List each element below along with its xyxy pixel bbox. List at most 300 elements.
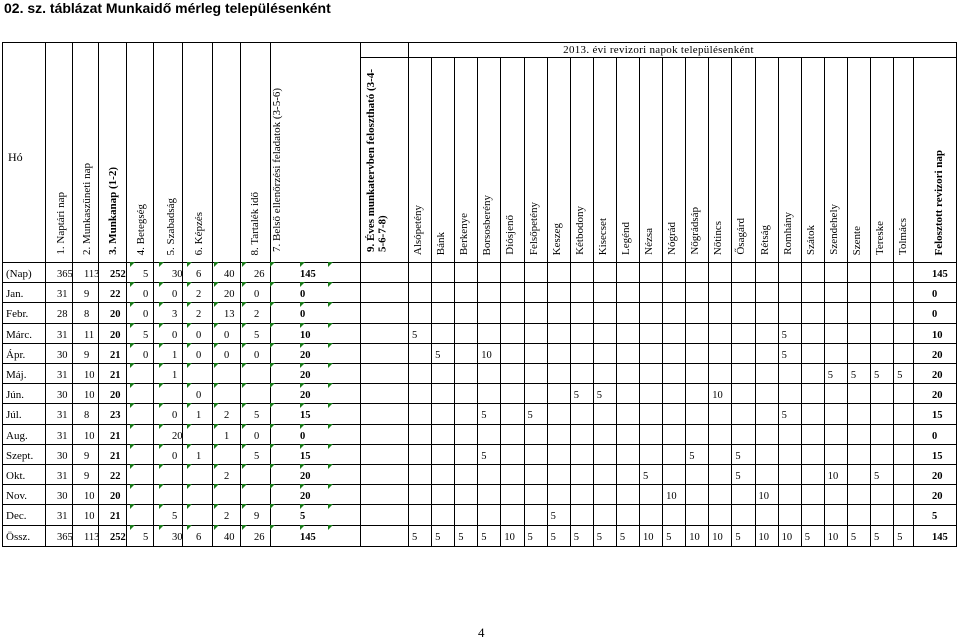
table-cell: 10	[827, 471, 839, 482]
column-header: Nőgrádsáp	[689, 207, 702, 255]
column-header: 3. Munkanap (1-2)	[107, 167, 119, 255]
grid-line	[360, 42, 361, 547]
table-cell: 30	[57, 390, 68, 402]
table-cell: 10	[84, 390, 95, 402]
table-cell: 5	[143, 531, 149, 543]
table-cell: 145	[932, 531, 948, 543]
grid-line	[360, 57, 957, 58]
comment-marker	[270, 343, 275, 348]
table-cell: 2	[196, 309, 202, 321]
row-label: Márc.	[6, 328, 32, 341]
column-header: Keszeg	[550, 222, 563, 255]
column-header: 1. Naptári nap	[55, 192, 67, 255]
table-cell: 5	[143, 329, 149, 341]
grid-line	[240, 42, 241, 547]
comment-marker	[300, 363, 305, 368]
table-cell: 31	[57, 430, 68, 442]
table-cell: 0	[300, 309, 306, 321]
column-header: Szátok	[804, 225, 817, 255]
column-header: Rétság	[758, 225, 771, 255]
comment-marker	[159, 383, 164, 388]
column-header: Tereske	[874, 220, 886, 255]
comment-marker	[130, 262, 135, 267]
table-cell: 15	[932, 410, 943, 422]
grid-line	[2, 464, 957, 465]
table-cell: 5	[874, 370, 880, 381]
comment-marker	[214, 363, 219, 368]
grid-line	[2, 484, 957, 485]
comment-marker	[159, 302, 164, 307]
comment-marker	[242, 504, 247, 509]
column-header: Szente	[850, 225, 863, 255]
table-cell: 252	[110, 531, 126, 543]
table-cell: 0	[196, 349, 202, 361]
table-cell: 0	[932, 289, 938, 301]
table-cell: 0	[172, 289, 178, 301]
table-cell: 5	[254, 450, 260, 462]
table-cell: 10	[932, 329, 943, 341]
comment-marker	[130, 302, 135, 307]
table-cell: 26	[254, 531, 265, 543]
comment-marker	[214, 262, 219, 267]
table-cell: 5	[412, 531, 418, 543]
grid-line	[98, 42, 99, 547]
column-header: 6. Képzés	[193, 211, 205, 255]
comment-marker	[270, 403, 275, 408]
table-cell: 22	[110, 471, 121, 482]
comment-marker	[130, 525, 135, 530]
comment-marker	[300, 403, 305, 408]
comment-marker	[187, 525, 192, 530]
table-cell: 15	[300, 410, 311, 422]
column-header: 4. Betegség	[135, 203, 147, 255]
column-header: Diósjenő	[504, 215, 517, 255]
comment-marker	[300, 343, 305, 348]
comment-marker	[300, 444, 305, 449]
table-cell: 1	[224, 430, 230, 442]
table-cell: 5	[781, 349, 787, 361]
table-cell: 0	[932, 430, 938, 442]
table-cell: 5	[735, 471, 741, 482]
table-cell: 10	[666, 491, 677, 503]
table-cell: 145	[932, 269, 948, 280]
column-header: 7. Belső ellenőrzési feladatok (3-5-6)	[271, 87, 283, 252]
column-header: Kisecset	[596, 217, 609, 255]
table-cell: 0	[143, 309, 149, 321]
comment-marker	[187, 464, 192, 469]
table-cell: 3	[172, 309, 178, 321]
row-label: Dec.	[6, 510, 27, 523]
table-cell: 5	[874, 531, 880, 543]
table-cell: 5	[897, 370, 903, 381]
grid-line	[2, 504, 957, 505]
comment-marker	[328, 363, 333, 368]
table-cell: 20	[300, 390, 311, 402]
table-cell: 5	[481, 410, 487, 422]
comment-marker	[130, 403, 135, 408]
table-cell: 2	[254, 309, 260, 321]
comment-marker	[187, 363, 192, 368]
comment-marker	[214, 504, 219, 509]
table-cell: 5	[550, 511, 556, 523]
comment-marker	[130, 363, 135, 368]
comment-marker	[214, 343, 219, 348]
comment-marker	[270, 323, 275, 328]
comment-marker	[159, 464, 164, 469]
comment-marker	[214, 323, 219, 328]
table-cell: 145	[300, 269, 316, 280]
table-cell: 5	[527, 531, 533, 543]
table-cell: 5	[527, 410, 533, 422]
grid-line	[212, 42, 213, 547]
comment-marker	[242, 282, 247, 287]
comment-marker	[300, 424, 305, 429]
table-cell: 11	[84, 329, 95, 341]
comment-marker	[270, 302, 275, 307]
row-label: (Nap)	[6, 268, 32, 280]
row-label: Nov.	[6, 490, 27, 503]
table-cell: 20	[300, 349, 311, 361]
table-cell: 30	[172, 531, 183, 543]
table-cell: 145	[300, 531, 316, 543]
grid-line	[45, 42, 46, 547]
column-header: Romhány	[781, 212, 794, 255]
table-cell: 31	[57, 511, 68, 523]
table-cell: 2	[224, 471, 230, 482]
table-cell: 5	[804, 531, 810, 543]
table-cell: 0	[172, 450, 178, 462]
comment-marker	[242, 403, 247, 408]
comment-marker	[187, 484, 192, 489]
table-cell: 21	[110, 349, 121, 361]
table-cell: 0	[224, 349, 230, 361]
comment-marker	[270, 262, 275, 267]
column-header: Felsőpetény	[527, 201, 540, 255]
comment-marker	[300, 525, 305, 530]
grid-line	[2, 323, 957, 324]
grid-line	[2, 403, 957, 404]
table-cell: 10	[84, 491, 95, 503]
comment-marker	[328, 504, 333, 509]
month-column-header: Hó	[8, 150, 23, 164]
table-cell: 20	[300, 491, 311, 503]
table-cell: 20	[932, 370, 943, 381]
table-cell: 1	[172, 349, 178, 361]
comment-marker	[270, 525, 275, 530]
comment-marker	[328, 464, 333, 469]
comment-marker	[242, 323, 247, 328]
table-cell: 10	[84, 370, 95, 381]
table-cell: 2	[224, 511, 230, 523]
column-header: Nógrád	[666, 222, 679, 255]
comment-marker	[187, 424, 192, 429]
table-cell: 6	[196, 531, 202, 543]
grid-line	[2, 363, 957, 364]
table-cell: 10	[84, 430, 95, 442]
comment-marker	[300, 323, 305, 328]
grid-line	[2, 42, 3, 547]
table-cell: 113	[84, 269, 100, 280]
comment-marker	[328, 484, 333, 489]
comment-marker	[328, 444, 333, 449]
comment-marker	[130, 383, 135, 388]
table-cell: 5	[412, 329, 418, 341]
table-cell: 1	[196, 410, 202, 422]
row-label: Júl.	[6, 409, 22, 422]
column-header: 5. Szabadság	[165, 197, 177, 255]
table-cell: 0	[143, 349, 149, 361]
column-header: 9. Éves munkatervben felosztható (3-4-5-6-7-8)	[365, 68, 389, 252]
comment-marker	[270, 444, 275, 449]
table-cell: 8	[84, 309, 90, 321]
table-cell: 20	[300, 471, 311, 482]
row-label: Ápr.	[6, 348, 26, 361]
table-cell: 5	[596, 390, 603, 402]
comment-marker	[270, 464, 275, 469]
table-cell: 9	[84, 450, 90, 462]
table-cell: 21	[110, 511, 121, 523]
table-cell: 0	[254, 349, 260, 361]
comment-marker	[242, 383, 247, 388]
comment-marker	[159, 323, 164, 328]
comment-marker	[242, 343, 247, 348]
grid-line	[2, 42, 957, 43]
comment-marker	[270, 363, 275, 368]
comment-marker	[159, 504, 164, 509]
table-cell: 0	[172, 410, 178, 422]
comment-marker	[242, 262, 247, 267]
comment-marker	[242, 525, 247, 530]
comment-marker	[187, 343, 192, 348]
table-cell: 20	[110, 491, 121, 503]
table-cell: 5	[481, 531, 487, 543]
comment-marker	[242, 424, 247, 429]
column-header: Ősagárd	[735, 218, 748, 255]
table-cell: 0	[254, 430, 260, 442]
table-cell: 30	[57, 491, 68, 503]
table-cell: 5	[143, 269, 149, 280]
comment-marker	[328, 323, 333, 328]
grid-line	[2, 262, 957, 263]
comment-marker	[187, 262, 192, 267]
column-header: 8. Tartalék idő	[249, 191, 261, 255]
grid-line	[153, 42, 154, 547]
comment-marker	[159, 343, 164, 348]
comment-marker	[214, 525, 219, 530]
comment-marker	[187, 504, 192, 509]
comment-marker	[159, 424, 164, 429]
table-cell: 2	[224, 410, 230, 422]
table-cell: 0	[143, 289, 149, 301]
table-cell: 20	[932, 390, 943, 402]
table-cell: 20	[110, 390, 121, 402]
table-cell: 0	[254, 289, 260, 301]
grid-line	[126, 42, 127, 547]
table-cell: 31	[57, 289, 68, 301]
comment-marker	[130, 282, 135, 287]
comment-marker	[242, 464, 247, 469]
table-cell: 31	[57, 471, 68, 482]
comment-marker	[159, 444, 164, 449]
row-label: Össz.	[6, 530, 31, 543]
comment-marker	[214, 484, 219, 489]
comment-marker	[214, 403, 219, 408]
comment-marker	[242, 444, 247, 449]
table-cell: 5	[735, 531, 741, 543]
table-superheader: 2013. évi revizori napok településenként	[563, 44, 754, 56]
table-cell: 0	[300, 430, 306, 442]
table-cell: 5	[596, 531, 603, 543]
table-cell: 21	[110, 430, 121, 442]
table-cell: 5	[850, 370, 857, 381]
comment-marker	[214, 464, 219, 469]
table-cell: 5	[827, 370, 834, 381]
table-cell: 10	[643, 531, 654, 543]
comment-marker	[187, 403, 192, 408]
table-cell: 0	[300, 289, 306, 301]
table-cell: 20	[110, 309, 121, 321]
table-cell: 21	[110, 450, 121, 462]
comment-marker	[300, 484, 305, 489]
table-cell: 21	[110, 370, 121, 381]
comment-marker	[300, 302, 305, 307]
table-cell: 40	[224, 269, 235, 280]
comment-marker	[187, 383, 192, 388]
comment-marker	[300, 262, 305, 267]
table-cell: 5	[254, 410, 260, 422]
table-cell: 5	[573, 531, 579, 543]
table-cell: 113	[84, 531, 100, 543]
column-header: Bánk	[435, 231, 448, 255]
table-cell: 10	[758, 531, 769, 543]
comment-marker	[214, 383, 219, 388]
table-cell: 30	[57, 450, 68, 462]
table-cell: 5	[643, 471, 649, 482]
comment-marker	[159, 363, 164, 368]
table-cell: 20	[932, 491, 943, 503]
page-title: 02. sz. táblázat Munkaidő mérleg településenként	[4, 0, 331, 16]
table-cell: 5	[573, 390, 579, 402]
table-cell: 365	[57, 531, 73, 543]
comment-marker	[242, 363, 247, 368]
table-cell: 1	[172, 370, 178, 381]
comment-marker	[159, 484, 164, 489]
table-cell: 20	[110, 329, 121, 341]
grid-line	[956, 42, 957, 547]
page-number: 4	[478, 625, 485, 640]
table-cell: 5	[550, 531, 556, 543]
comment-marker	[300, 383, 305, 388]
comment-marker	[242, 484, 247, 489]
row-label: Okt.	[6, 470, 26, 482]
comment-marker	[130, 504, 135, 509]
table-cell: 6	[196, 269, 202, 280]
grid-line	[182, 42, 183, 547]
table-cell: 5	[897, 531, 903, 543]
comment-marker	[328, 383, 333, 388]
comment-marker	[242, 302, 247, 307]
grid-line	[2, 444, 957, 445]
comment-marker	[130, 464, 135, 469]
table-cell: 10	[300, 329, 311, 341]
table-cell: 5	[689, 450, 695, 462]
column-header: 2. Munkaszüneti nap	[81, 163, 93, 255]
table-cell: 10	[504, 531, 515, 543]
row-label: Máj.	[6, 369, 27, 381]
comment-marker	[130, 323, 135, 328]
comment-marker	[214, 302, 219, 307]
column-header: Nőtincs	[712, 220, 725, 255]
grid-line	[2, 302, 957, 303]
comment-marker	[159, 403, 164, 408]
column-header: Alsópetény	[412, 204, 424, 255]
column-header: Felosztott revizori nap	[933, 149, 945, 255]
table-cell: 20	[932, 471, 943, 482]
table-cell: 40	[224, 531, 235, 543]
comment-marker	[130, 444, 135, 449]
table-cell: 30	[57, 349, 68, 361]
table-cell: 20	[300, 370, 311, 381]
table-cell: 10	[481, 349, 492, 361]
comment-marker	[328, 262, 333, 267]
table-cell: 365	[57, 269, 73, 280]
table-cell: 0	[932, 309, 938, 321]
table-cell: 5	[666, 531, 672, 543]
grid-line	[408, 42, 409, 547]
table-cell: 5	[781, 329, 787, 341]
column-header: Kétbodony	[573, 206, 586, 255]
table-cell: 13	[224, 309, 235, 321]
comment-marker	[130, 424, 135, 429]
comment-marker	[130, 343, 135, 348]
comment-marker	[214, 282, 219, 287]
column-header: Legénd	[619, 222, 632, 255]
comment-marker	[300, 282, 305, 287]
table-cell: 15	[932, 450, 943, 462]
row-label: Jún.	[6, 389, 25, 402]
comment-marker	[270, 383, 275, 388]
grid-line	[2, 546, 957, 547]
table-cell: 1	[196, 450, 202, 462]
comment-marker	[328, 302, 333, 307]
table-cell: 5	[435, 349, 441, 361]
table-cell: 0	[196, 329, 202, 341]
column-header: Borsosberény	[481, 194, 494, 255]
grid-line	[2, 282, 957, 283]
table-cell: 10	[758, 491, 769, 503]
table-cell: 26	[254, 269, 265, 280]
table-cell: 5	[781, 410, 787, 422]
table-cell: 9	[254, 511, 260, 523]
column-header: Tolmács	[897, 217, 910, 255]
table-cell: 252	[110, 269, 126, 280]
comment-marker	[328, 343, 333, 348]
comment-marker	[187, 323, 192, 328]
table-cell: 31	[57, 329, 68, 341]
comment-marker	[270, 484, 275, 489]
table-cell: 31	[57, 370, 68, 381]
table-cell: 10	[84, 511, 95, 523]
table-cell: 5	[300, 511, 306, 523]
grid-line	[2, 424, 957, 425]
comment-marker	[187, 444, 192, 449]
table-cell: 22	[110, 289, 121, 301]
column-header: Nézsa	[643, 228, 655, 255]
table-cell: 5	[172, 511, 178, 523]
table-cell: 9	[84, 471, 90, 482]
comment-marker	[187, 282, 192, 287]
comment-marker	[270, 504, 275, 509]
